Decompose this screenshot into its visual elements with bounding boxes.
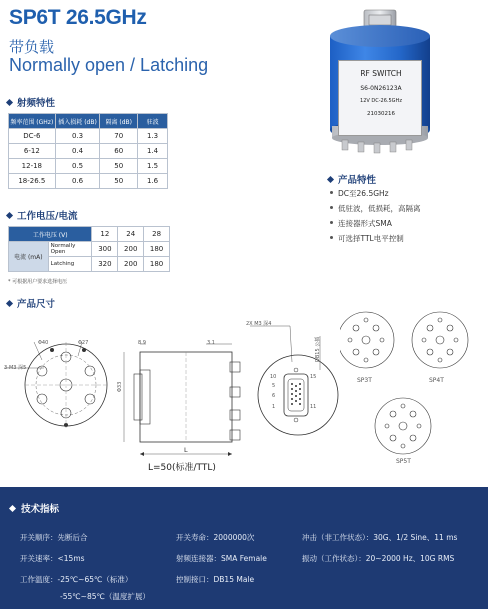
dim-phi33: Φ33	[117, 381, 123, 392]
table-cell: 60	[100, 144, 138, 159]
table-cell: 200	[118, 257, 144, 272]
variant-label: SP3T	[357, 377, 372, 384]
table-row	[9, 129, 168, 144]
rf-header: 插入损耗 (dB)	[55, 114, 100, 129]
table-cell: 0.5	[55, 159, 100, 174]
rf-header: 频率范围 (GHz)	[9, 114, 56, 129]
dim-connector: 2X M3 深4	[246, 321, 272, 327]
voltage-table	[8, 226, 170, 272]
variant-label: SP5T	[396, 458, 411, 465]
length-note: L=50(标准/TTL)	[148, 463, 216, 473]
top-view-drawing	[4, 330, 114, 440]
feature-text: DC至26.5GHz	[338, 189, 389, 198]
spec-item: 开关寿命：2000000次	[176, 533, 255, 542]
bullet-icon	[330, 221, 333, 224]
specs-heading	[10, 501, 59, 515]
table-cell: 0.3	[55, 129, 100, 144]
table-cell: 300	[92, 242, 118, 257]
pin-label: 6	[272, 393, 276, 399]
subtitle-cn: 带负载	[9, 38, 55, 56]
specs-title: 技术指标	[21, 504, 60, 515]
label-line-1: RF SWITCH	[360, 69, 402, 78]
voltage-label: 工作电压 (V)	[9, 227, 92, 242]
table-cell: 1.6	[138, 174, 168, 189]
pin-label: 1	[272, 404, 276, 410]
feature-item	[330, 233, 404, 244]
features-heading	[328, 172, 376, 186]
dimensions-title: 产品尺寸	[17, 299, 56, 310]
rf-header: 隔离 (dB)	[100, 114, 138, 129]
voltage-value: 28	[144, 227, 170, 242]
table-cell: 1.3	[138, 129, 168, 144]
spec-item: 冲击（非工作状态）：30G、1/2 Sine、11 ms	[302, 533, 458, 542]
table-cell: 0.4	[55, 144, 100, 159]
feature-text: 低驻波，低损耗，高隔离	[338, 204, 421, 213]
spec-item: 开关速率：<15ms	[20, 554, 85, 563]
table-cell: 320	[92, 257, 118, 272]
table-cell: 6-12	[9, 144, 56, 159]
spec-footer	[0, 487, 488, 609]
table-cell: 18-26.5	[9, 174, 56, 189]
feature-text: 可选择TTL电平控制	[338, 234, 404, 243]
pin-label: 15	[310, 374, 317, 380]
spec-item: 工作温度：-25℃~65℃（标准）	[20, 575, 133, 584]
voltage-section-heading	[7, 208, 77, 222]
table-row	[9, 144, 168, 159]
features-title: 产品特性	[338, 175, 377, 186]
dimensions-heading	[7, 296, 55, 310]
dim-L: L	[184, 446, 188, 454]
diamond-icon	[6, 212, 13, 219]
table-row	[9, 174, 168, 189]
rf-header: 驻波	[138, 114, 168, 129]
diamond-icon	[9, 505, 16, 512]
rf-section-title: 射频特性	[17, 98, 56, 109]
voltage-value: 12	[92, 227, 118, 242]
diamond-icon	[6, 99, 13, 106]
bullet-icon	[330, 206, 333, 209]
bottom-view-drawing	[250, 322, 340, 442]
spec-item: 控制接口：DB15 Male	[176, 575, 255, 584]
voltage-value: 24	[118, 227, 144, 242]
dim-phi27: Φ27	[78, 340, 89, 346]
diamond-icon	[327, 176, 334, 183]
subtitle-en: Normally open / Latching	[9, 55, 209, 75]
product-title: SP6T 26.5GHz	[9, 6, 147, 29]
spec-item: 开关顺序：先断后合	[20, 533, 88, 542]
table-cell: 1.4	[138, 144, 168, 159]
mode-label: Normally Open	[48, 242, 92, 257]
label-line-4: 21030216	[367, 111, 395, 117]
product-label	[338, 60, 422, 136]
table-row	[9, 159, 168, 174]
table-cell: 12-18	[9, 159, 56, 174]
dim-thread: 3-M3 深5	[4, 365, 27, 371]
spec-item: 射频连接器：SMA Female	[176, 554, 267, 563]
dim-3-1: 3.1	[207, 340, 215, 346]
bullet-icon	[330, 236, 333, 239]
variant-label: SP4T	[429, 377, 444, 384]
table-cell: 180	[144, 257, 170, 272]
table-cell: DC-6	[9, 129, 56, 144]
diamond-icon	[6, 300, 13, 307]
label-line-3: 12V DC-26.5GHz	[360, 98, 402, 104]
feature-text: 连接器形式SMA	[338, 219, 392, 228]
table-row	[9, 242, 170, 257]
feature-item	[330, 203, 421, 214]
pin-label: 10	[270, 374, 277, 380]
table-cell: 0.6	[55, 174, 100, 189]
mode-label: Latching	[48, 257, 92, 272]
dim-8-9: 8.9	[138, 340, 146, 346]
feature-item	[330, 218, 392, 229]
feature-item	[330, 188, 389, 199]
side-view-drawing	[116, 332, 246, 467]
bullet-icon	[330, 191, 333, 194]
variant-drawings	[340, 306, 482, 466]
spec-item: 振动（工作状态）：20~2000 Hz、10G RMS	[302, 554, 455, 563]
table-cell: 70	[100, 129, 138, 144]
table-cell: 180	[144, 242, 170, 257]
table-cell: 50	[100, 174, 138, 189]
voltage-section-title: 工作电压/电流	[17, 211, 78, 222]
pin-label: 11	[310, 404, 317, 410]
current-label: 电流 (mA)	[9, 242, 49, 272]
dim-phi40: Φ40	[38, 340, 49, 346]
dim-db15: DB15 公插	[315, 336, 321, 362]
table-cell: 1.5	[138, 159, 168, 174]
table-cell: 200	[118, 242, 144, 257]
voltage-note: * 可根据用户要求选择电压	[8, 279, 68, 285]
rf-table	[8, 113, 168, 189]
label-line-2: S6-0N26123A	[360, 85, 402, 92]
pin-label: 5	[272, 383, 276, 389]
spec-item: -55℃~85℃（温度扩展）	[60, 592, 150, 601]
rf-section-heading	[7, 95, 55, 109]
table-cell: 50	[100, 159, 138, 174]
